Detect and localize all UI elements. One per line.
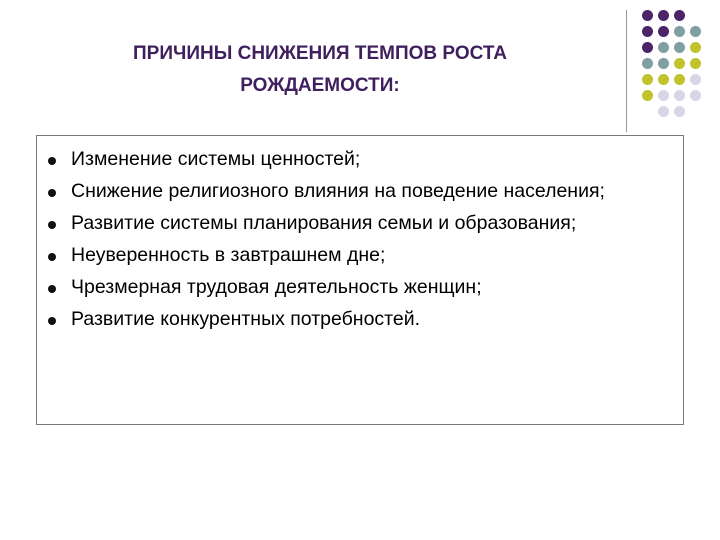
list-item-text: Изменение системы ценностей; bbox=[71, 148, 361, 170]
dot-teal bbox=[642, 58, 653, 69]
dot-lavender bbox=[674, 106, 685, 117]
list-item bbox=[37, 210, 683, 237]
list-item bbox=[37, 242, 683, 269]
list-item-text: Развитие системы планирования семьи и образования; bbox=[71, 212, 577, 234]
slide-title bbox=[40, 38, 600, 102]
dot-olive bbox=[674, 74, 685, 85]
dot-olive bbox=[674, 58, 685, 69]
dot-lavender bbox=[658, 106, 669, 117]
bullet-icon bbox=[48, 221, 56, 229]
content-box bbox=[36, 135, 684, 425]
dot-purple bbox=[658, 26, 669, 37]
list-item-text: Снижение религиозного влияния на поведение населения; bbox=[71, 180, 605, 202]
dot-purple bbox=[642, 42, 653, 53]
title-line-1: ПРИЧИНЫ СНИЖЕНИЯ ТЕМПОВ РОСТА bbox=[133, 43, 507, 64]
dot-lavender bbox=[690, 74, 701, 85]
list-item-text: Развитие конкурентных потребностей. bbox=[71, 308, 421, 330]
dot-teal bbox=[674, 42, 685, 53]
list-item bbox=[37, 274, 683, 301]
dot-purple bbox=[642, 10, 653, 21]
dot-olive bbox=[690, 58, 701, 69]
decorative-dot-grid bbox=[638, 10, 720, 120]
dot-olive bbox=[642, 74, 653, 85]
dot-teal bbox=[658, 58, 669, 69]
bullet-icon bbox=[48, 157, 56, 165]
dot-teal bbox=[674, 26, 685, 37]
dot-lavender bbox=[690, 90, 701, 101]
list-item bbox=[37, 178, 683, 205]
list-item bbox=[37, 146, 683, 173]
bullet-list bbox=[37, 136, 683, 333]
dot-lavender bbox=[658, 90, 669, 101]
bullet-icon bbox=[48, 285, 56, 293]
vertical-divider bbox=[626, 10, 627, 132]
dot-olive bbox=[642, 90, 653, 101]
list-item bbox=[37, 306, 683, 333]
list-item-text: Неуверенность в завтрашнем дне; bbox=[71, 244, 386, 266]
dot-purple bbox=[674, 10, 685, 21]
bullet-icon bbox=[48, 253, 56, 261]
bullet-icon bbox=[48, 317, 56, 325]
title-line-2: РОЖДАЕМОСТИ: bbox=[240, 75, 400, 96]
dot-olive bbox=[690, 42, 701, 53]
list-item-text: Чрезмерная трудовая деятельность женщин; bbox=[71, 276, 482, 298]
bullet-icon bbox=[48, 189, 56, 197]
dot-lavender bbox=[674, 90, 685, 101]
dot-olive bbox=[658, 74, 669, 85]
dot-teal bbox=[690, 26, 701, 37]
dot-purple bbox=[642, 26, 653, 37]
dot-teal bbox=[658, 42, 669, 53]
dot-purple bbox=[658, 10, 669, 21]
